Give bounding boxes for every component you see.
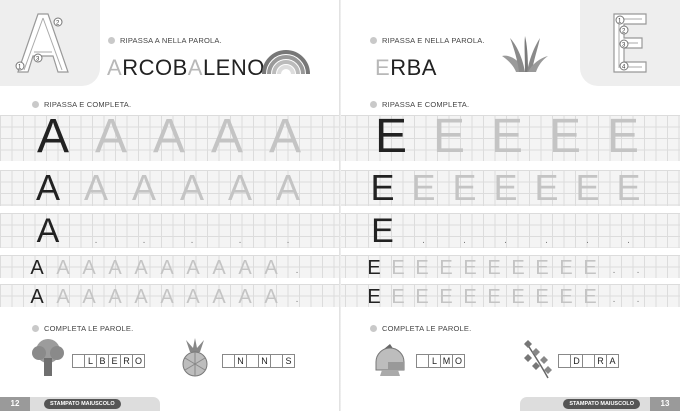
trace-row	[362, 167, 649, 208]
trace-letter: A	[179, 167, 204, 208]
trace-letter: A	[160, 257, 174, 279]
svg-text:1: 1	[18, 64, 22, 71]
right-page	[340, 0, 680, 411]
trace-dot: ·	[295, 267, 299, 278]
trace-letter: A	[108, 257, 122, 279]
trace-letter: A	[152, 110, 185, 163]
trace-letter: A	[210, 110, 243, 163]
letter-box[interactable]: O	[452, 354, 465, 368]
trace-letter: E	[559, 257, 573, 279]
trace-letter: A	[82, 257, 96, 279]
trace-letter: E	[375, 55, 391, 80]
trace-dot: ·	[142, 237, 146, 248]
bullet-icon	[370, 101, 377, 108]
page-number-right: 13	[650, 397, 680, 411]
trace-letter: E	[439, 257, 453, 279]
trace-letter: A	[134, 286, 148, 308]
instruction-complete-left: COMPLETA LE PAROLE.	[32, 324, 133, 333]
letter-box[interactable]: B	[96, 354, 109, 368]
trace-dot: ·	[636, 267, 640, 278]
model-letter: E	[370, 167, 395, 208]
trace-dot: ·	[190, 237, 194, 248]
trace-letter: E	[535, 257, 549, 279]
trace-letter: E	[493, 167, 518, 208]
trace-letter: E	[391, 257, 405, 279]
letter-e-stroke-guide-icon	[580, 0, 680, 86]
trace-dot: ·	[421, 237, 426, 248]
trace-letter: E	[583, 286, 597, 308]
footer-label-left: STAMPATO MAIUSCOLO	[44, 399, 121, 409]
trace-letter: E	[415, 257, 429, 279]
model-letter: A	[30, 257, 44, 279]
trace-letter: E	[487, 286, 501, 308]
model-letter: A	[35, 167, 60, 208]
trace-letter: E	[534, 167, 559, 208]
trace-letter: A	[212, 286, 226, 308]
letter-box[interactable]: R	[594, 354, 607, 368]
trace-dot: ·	[612, 296, 616, 307]
trace-letter: E	[548, 110, 581, 163]
model-letter: E	[367, 257, 381, 279]
word-letters: RBA	[390, 55, 437, 80]
trace-dot: ·	[626, 237, 631, 248]
bullet-icon	[370, 37, 377, 44]
trace-letter: A	[134, 257, 148, 279]
ivy-icon	[518, 338, 556, 380]
letter-box[interactable]: L	[428, 354, 441, 368]
trace-letter: E	[432, 110, 465, 163]
model-letter: A	[30, 286, 44, 308]
model-letter: A	[36, 212, 60, 250]
trace-letter: A	[107, 55, 123, 80]
trace-letter: E	[583, 257, 597, 279]
trace-letter: A	[131, 167, 156, 208]
trace-row	[362, 255, 650, 278]
word-erba	[375, 55, 437, 81]
footer-label-right: STAMPATO MAIUSCOLO	[563, 399, 640, 409]
trace-row	[362, 110, 652, 163]
trace-dot: ·	[585, 237, 590, 248]
trace-letter: E	[511, 257, 525, 279]
svg-text:3: 3	[622, 42, 626, 49]
trace-dot: ·	[238, 237, 242, 248]
bullet-icon	[370, 325, 377, 332]
trace-row	[24, 167, 312, 208]
helmet-icon	[372, 340, 408, 378]
trace-dot: ·	[612, 267, 616, 278]
word-boxes-ananas[interactable]	[222, 354, 294, 368]
trace-dot: ·	[462, 237, 467, 248]
instruction-trace-right: RIPASSA E COMPLETA.	[370, 100, 469, 109]
letter-box[interactable]: A	[606, 354, 619, 368]
word-letters: LENO	[202, 55, 265, 80]
trace-letter: E	[415, 286, 429, 308]
model-letter: E	[374, 110, 407, 163]
letter-box[interactable]: N	[258, 354, 271, 368]
word-boxes-edera[interactable]	[558, 354, 618, 368]
rainbow-icon	[260, 44, 312, 76]
word-letters: RCOB	[122, 55, 188, 80]
model-letter: E	[367, 286, 381, 308]
tree-icon	[30, 338, 66, 378]
trace-dot: ·	[286, 237, 290, 248]
trace-letter: A	[56, 286, 70, 308]
trace-letter: E	[535, 286, 549, 308]
trace-row	[24, 213, 312, 248]
letter-box[interactable]: R	[120, 354, 133, 368]
letter-box[interactable]: S	[282, 354, 295, 368]
svg-text:2: 2	[56, 20, 60, 27]
trace-row	[24, 284, 310, 307]
trace-letter: A	[264, 257, 278, 279]
bullet-icon	[32, 101, 39, 108]
letter-box[interactable]: D	[570, 354, 583, 368]
instruction-trace-left: RIPASSA E COMPLETA.	[32, 100, 131, 109]
trace-letter: A	[187, 55, 203, 80]
trace-dot: ·	[636, 296, 640, 307]
trace-letter: E	[487, 257, 501, 279]
svg-text:4: 4	[622, 64, 626, 71]
letter-box[interactable]: L	[84, 354, 97, 368]
pineapple-icon	[176, 338, 214, 378]
trace-letter: E	[559, 286, 573, 308]
trace-letter: E	[616, 167, 641, 208]
letter-box[interactable]: O	[132, 354, 145, 368]
svg-text:2: 2	[622, 28, 626, 35]
word-boxes-albero[interactable]	[72, 354, 144, 368]
trace-dot: ·	[94, 237, 98, 248]
trace-letter: A	[160, 286, 174, 308]
instruction-word-left: RIPASSA A NELLA PAROLA.	[108, 36, 222, 45]
trace-letter: A	[227, 167, 252, 208]
trace-letter: E	[463, 286, 477, 308]
trace-dot: ·	[295, 296, 299, 307]
trace-letter: E	[490, 110, 523, 163]
grass-icon	[500, 34, 550, 74]
trace-letter: A	[56, 257, 70, 279]
letter-box[interactable]: M	[440, 354, 453, 368]
trace-row	[24, 110, 314, 163]
bullet-icon	[32, 325, 39, 332]
bullet-icon	[108, 37, 115, 44]
letter-a-stroke-guide-icon	[0, 0, 100, 86]
page-number-left: 12	[0, 397, 30, 411]
trace-letter: A	[212, 257, 226, 279]
instruction-complete-right: COMPLETA LE PAROLE.	[370, 324, 471, 333]
trace-letter: E	[511, 286, 525, 308]
trace-dot: ·	[503, 237, 508, 248]
word-boxes-elmo[interactable]	[416, 354, 464, 368]
trace-letter: A	[108, 286, 122, 308]
trace-row	[24, 255, 310, 278]
trace-letter: A	[238, 257, 252, 279]
trace-letter: A	[264, 286, 278, 308]
instruction-word-right: RIPASSA E NELLA PAROLA.	[370, 36, 485, 45]
letter-card-a	[0, 0, 100, 86]
letter-card-e	[580, 0, 680, 86]
trace-letter: A	[268, 110, 301, 163]
word-arcobaleno	[107, 55, 265, 81]
trace-letter: E	[575, 167, 600, 208]
letter-box[interactable]: N	[234, 354, 247, 368]
trace-letter: A	[275, 167, 300, 208]
letter-box[interactable]: E	[108, 354, 121, 368]
trace-letter: E	[463, 257, 477, 279]
svg-text:3: 3	[36, 56, 40, 63]
trace-letter: E	[439, 286, 453, 308]
trace-letter: A	[238, 286, 252, 308]
trace-row	[362, 213, 649, 248]
svg-text:1: 1	[618, 18, 622, 25]
trace-letter: A	[94, 110, 127, 163]
trace-letter: E	[452, 167, 477, 208]
trace-letter: E	[606, 110, 639, 163]
trace-dot: ·	[544, 237, 549, 248]
trace-row	[362, 284, 650, 307]
trace-letter: E	[391, 286, 405, 308]
trace-letter: A	[82, 286, 96, 308]
model-letter: A	[36, 110, 69, 163]
trace-letter: A	[186, 257, 200, 279]
trace-letter: A	[186, 286, 200, 308]
trace-letter: E	[411, 167, 436, 208]
trace-letter: A	[83, 167, 108, 208]
model-letter: E	[371, 212, 394, 250]
